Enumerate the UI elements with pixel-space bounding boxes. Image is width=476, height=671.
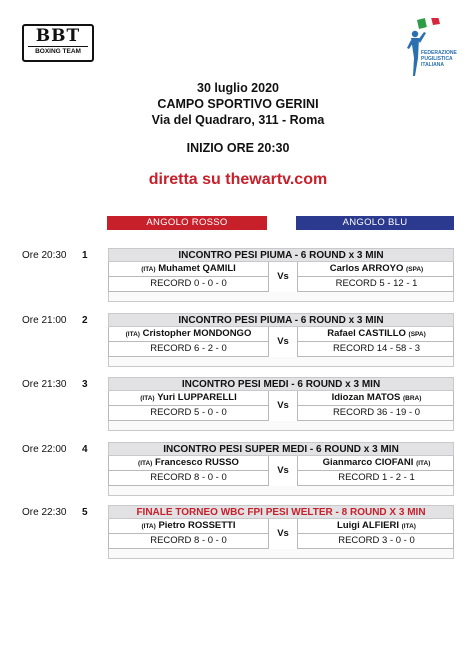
red-fighter bbox=[109, 519, 269, 533]
blue-fighter-record: RECORD 1 - 2 - 1 bbox=[297, 471, 455, 485]
blue-fighter-name: Gianmarco CIOFANI bbox=[322, 457, 414, 468]
bout-number: 2 bbox=[82, 315, 88, 326]
blue-fighter-nationality: (ITA) bbox=[401, 523, 416, 530]
red-fighter bbox=[109, 456, 269, 470]
bout-4 bbox=[0, 442, 476, 512]
red-fighter-nationality: (ITA) bbox=[141, 523, 156, 530]
blue-fighter bbox=[297, 262, 455, 276]
event-address: Via del Quadraro, 311 - Roma bbox=[151, 113, 325, 127]
bout-spacer bbox=[108, 357, 454, 367]
vs-label: Vs bbox=[268, 519, 298, 549]
bout-time: Ore 22:00 bbox=[22, 444, 67, 455]
red-fighter-name: Muhamet QAMILI bbox=[158, 263, 236, 274]
bbt-logo-main: BBT bbox=[35, 26, 81, 46]
red-fighter bbox=[109, 327, 269, 341]
red-fighter bbox=[109, 262, 269, 276]
bout-title: INCONTRO PESI PIUMA - 6 ROUND x 3 MIN bbox=[108, 248, 454, 262]
blue-fighter-record: RECORD 5 - 12 - 1 bbox=[297, 277, 455, 291]
fpi-logo-icon bbox=[405, 18, 457, 80]
bbt-logo-sub: BOXING TEAM bbox=[28, 46, 88, 56]
red-fighter-name: Yuri LUPPARELLI bbox=[157, 392, 237, 403]
red-fighter-nationality: (ITA) bbox=[141, 266, 156, 273]
bout-spacer bbox=[108, 549, 454, 559]
blue-fighter-name: Luigi ALFIERI bbox=[337, 520, 399, 531]
blue-fighter-record: RECORD 3 - 0 - 0 bbox=[297, 534, 455, 548]
event-date: 30 luglio 2020 bbox=[197, 81, 279, 95]
blue-fighter-name: Idiozan MATOS bbox=[331, 392, 401, 403]
bout-title: INCONTRO PESI MEDI - 6 ROUND x 3 MIN bbox=[108, 377, 454, 391]
bout-spacer bbox=[108, 486, 454, 496]
bout-3 bbox=[0, 377, 476, 447]
vs-label: Vs bbox=[268, 262, 298, 292]
blue-fighter-nationality: (SPA) bbox=[405, 266, 424, 273]
blue-fighter-nationality: (BRA) bbox=[403, 395, 422, 402]
bout-1 bbox=[0, 248, 476, 318]
bout-number: 5 bbox=[82, 507, 88, 518]
red-fighter bbox=[109, 391, 269, 405]
red-fighter-record: RECORD 6 - 2 - 0 bbox=[109, 342, 269, 356]
blue-fighter bbox=[297, 456, 455, 470]
red-fighter-record: RECORD 5 - 0 - 0 bbox=[109, 406, 269, 420]
bout-2 bbox=[0, 313, 476, 383]
bbt-logo bbox=[22, 24, 94, 62]
event-start-time: INIZIO ORE 20:30 bbox=[186, 141, 290, 155]
red-fighter-record: RECORD 8 - 0 - 0 bbox=[109, 471, 269, 485]
bout-number: 4 bbox=[82, 444, 88, 455]
red-fighter-name: Cristopher MONDONGO bbox=[142, 328, 252, 339]
blue-fighter-record: RECORD 14 - 58 - 3 bbox=[297, 342, 455, 356]
blue-fighter-nationality: (ITA) bbox=[416, 460, 431, 467]
red-fighter-record: RECORD 8 - 0 - 0 bbox=[109, 534, 269, 548]
vs-label: Vs bbox=[268, 456, 298, 486]
blue-fighter-nationality: (SPA) bbox=[408, 331, 426, 338]
red-fighter-nationality: (ITA) bbox=[140, 395, 155, 402]
blue-fighter-name: Rafael CASTILLO bbox=[327, 328, 406, 339]
bout-number: 3 bbox=[82, 379, 88, 390]
fpi-logo-text: FEDERAZIONE PUGILISTICA ITALIANA bbox=[421, 50, 457, 68]
vs-label: Vs bbox=[268, 327, 298, 357]
blue-fighter bbox=[297, 327, 455, 341]
event-venue: CAMPO SPORTIVO GERINI bbox=[157, 97, 319, 111]
red-fighter-nationality: (ITA) bbox=[125, 331, 140, 338]
bout-time: Ore 21:00 bbox=[22, 315, 67, 326]
bout-time: Ore 21:30 bbox=[22, 379, 67, 390]
bout-title: INCONTRO PESI PIUMA - 6 ROUND x 3 MIN bbox=[108, 313, 454, 327]
red-fighter-record: RECORD 0 - 0 - 0 bbox=[109, 277, 269, 291]
bout-spacer bbox=[108, 292, 454, 302]
red-corner-header: ANGOLO ROSSO bbox=[107, 216, 267, 230]
stream-link[interactable]: diretta su thewartv.com bbox=[148, 171, 328, 188]
blue-fighter bbox=[297, 391, 455, 405]
bout-title: INCONTRO PESI SUPER MEDI - 6 ROUND x 3 MIN bbox=[108, 442, 454, 456]
blue-fighter-name: Carlos ARROYO bbox=[329, 263, 404, 274]
bout-time: Ore 22:30 bbox=[22, 507, 67, 518]
bout-5 bbox=[0, 505, 476, 575]
bout-title: FINALE TORNEO WBC FPI PESI WELTER - 8 ROUND X 3 MIN bbox=[108, 505, 454, 519]
red-fighter-name: Francesco RUSSO bbox=[155, 457, 239, 468]
red-fighter-name: Pietro ROSSETTI bbox=[158, 520, 236, 531]
blue-fighter bbox=[297, 519, 455, 533]
blue-fighter-record: RECORD 36 - 19 - 0 bbox=[297, 406, 455, 420]
bout-spacer bbox=[108, 421, 454, 431]
bout-time: Ore 20:30 bbox=[22, 250, 67, 261]
blue-corner-header: ANGOLO BLU bbox=[296, 216, 454, 230]
red-fighter-nationality: (ITA) bbox=[138, 460, 153, 467]
bout-number: 1 bbox=[82, 250, 88, 261]
vs-label: Vs bbox=[268, 391, 298, 421]
